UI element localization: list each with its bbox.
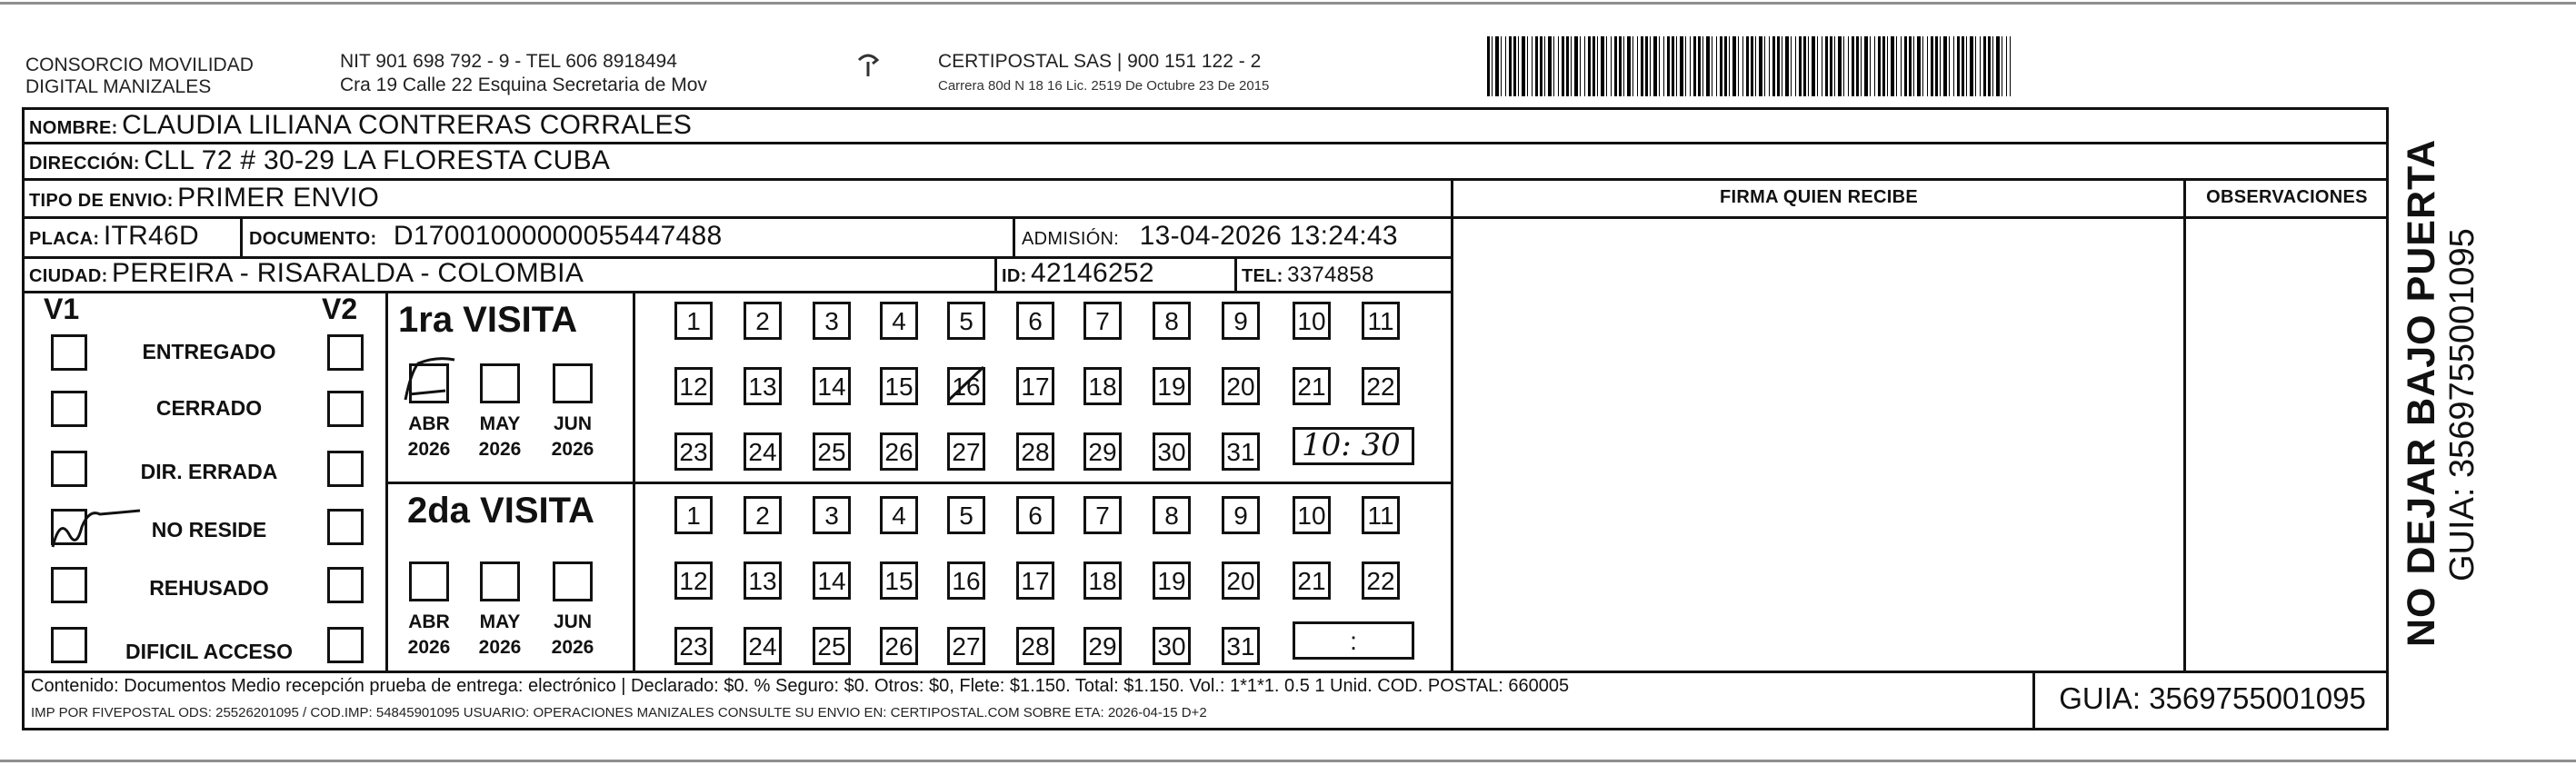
visit2-day-22[interactable]: 22 (1362, 561, 1400, 600)
visit1-day-12[interactable]: 12 (674, 367, 713, 405)
visit2-day-2[interactable]: 2 (744, 496, 782, 534)
visit2-day-10[interactable]: 10 (1293, 496, 1331, 534)
visit1-day-15[interactable]: 15 (880, 367, 918, 405)
visit1-day-7[interactable]: 7 (1083, 302, 1122, 340)
tel-cell (1242, 260, 1374, 291)
visit1-day-9[interactable]: 9 (1222, 302, 1260, 340)
ciudad-value: PEREIRA - RISARALDA - COLOMBIA (112, 258, 584, 288)
visit2-day-26[interactable]: 26 (880, 627, 918, 665)
direccion-value: CLL 72 # 30-29 LA FLORESTA CUBA (144, 145, 611, 175)
company-address: Cra 19 Calle 22 Esquina Secretaria de Mov (340, 75, 707, 95)
visit2-day-31[interactable]: 31 (1222, 627, 1260, 665)
visit2-day-29[interactable]: 29 (1083, 627, 1122, 665)
placa-value: ITR46D (103, 221, 199, 251)
status-label-entregado: ENTREGADO (142, 340, 276, 363)
visit2-day-3[interactable]: 3 (813, 496, 851, 534)
visit1-month-may: MAY (479, 413, 521, 434)
v1-checkbox-dificil-acceso[interactable] (51, 627, 87, 663)
visit1-day-14[interactable]: 14 (813, 367, 851, 405)
visit1-year-jun: 2026 (551, 439, 594, 460)
visit1-day-28[interactable]: 28 (1016, 432, 1054, 471)
visit2-day-20[interactable]: 20 (1222, 561, 1260, 600)
tel-value: 3374858 (1287, 263, 1374, 287)
visit2-day-23[interactable]: 23 (674, 627, 713, 665)
direccion-label: DIRECCIÓN: (29, 154, 140, 174)
footer-guia-box: GUIA: 3569755001095 (2059, 681, 2366, 715)
visit1-month-abr: ABR (408, 413, 450, 434)
visit1-day-11[interactable]: 11 (1362, 302, 1400, 340)
visit2-year-may: 2026 (478, 637, 522, 658)
visit2-day-4[interactable]: 4 (880, 496, 918, 534)
v2-label: V2 (322, 293, 358, 325)
carrier-logo-icon (854, 51, 882, 87)
visit2-day-11[interactable]: 11 (1362, 496, 1400, 534)
company-name-line1: CONSORCIO MOVILIDAD (25, 55, 254, 75)
visit1-day-25[interactable]: 25 (813, 432, 851, 471)
visit1-year-abr: 2026 (407, 439, 451, 460)
handwritten-check-no-reside (45, 500, 145, 554)
visit2-day-7[interactable]: 7 (1083, 496, 1122, 534)
documento-value: D17001000000055447488 (393, 221, 723, 251)
visit2-month-jun-checkbox[interactable] (553, 561, 593, 601)
v1-checkbox-dir-errada[interactable] (51, 451, 87, 487)
visit1-month-jun: JUN (553, 413, 592, 434)
carrier-name: CERTIPOSTAL SAS | 900 151 122 - 2 (938, 51, 1262, 72)
admision-label: ADMISIÓN: (1022, 229, 1120, 249)
visit1-day-2[interactable]: 2 (744, 302, 782, 340)
company-nit: NIT 901 698 792 - 9 - TEL 606 8918494 (340, 51, 677, 72)
tipo-envio-value: PRIMER ENVIO (177, 183, 380, 213)
observaciones-label: OBSERVACIONES (2206, 187, 2368, 207)
visit1-month-jun-checkbox[interactable] (553, 363, 593, 403)
footer-imp: IMP POR FIVEPOSTAL ODS: 25526201095 / COD.IMP: 54845901095 USUARIO: OPERACIONES MANIZALES CONSULTE SU ENVIO EN: CERTIPOSTAL.COM SOBRE ETA: 2026-04-15 D+2 (31, 705, 1207, 720)
visit1-year-may: 2026 (478, 439, 522, 460)
tipo-envio-label: TIPO DE ENVIO: (29, 191, 174, 211)
handwritten-mark-abr (400, 354, 464, 409)
visit1-day-29[interactable]: 29 (1083, 432, 1122, 471)
v2-checkbox-cerrado[interactable] (327, 391, 364, 427)
admision-cell (1022, 221, 1398, 252)
v2-checkbox-entregado[interactable] (327, 334, 364, 371)
admision-value: 13-04-2026 13:24:43 (1139, 221, 1398, 251)
top-edge (0, 2, 2576, 5)
handwritten-mark-day-16 (942, 360, 993, 411)
visit2-month-may: MAY (479, 611, 521, 632)
visit2-title: 2da VISITA (407, 491, 594, 531)
nombre-row (29, 110, 692, 141)
visit2-month-abr-checkbox[interactable] (409, 561, 449, 601)
id-value: 42146252 (1031, 258, 1154, 288)
ciudad-cell (29, 258, 584, 289)
visit2-day-28[interactable]: 28 (1016, 627, 1054, 665)
firma-label: FIRMA QUIEN RECIBE (1720, 187, 1918, 207)
tipo-envio-row (29, 183, 379, 214)
visit2-day-24[interactable]: 24 (744, 627, 782, 665)
visit1-day-19[interactable]: 19 (1153, 367, 1191, 405)
visit2-day-12[interactable]: 12 (674, 561, 713, 600)
visit1-day-21[interactable]: 21 (1293, 367, 1331, 405)
visit1-day-27[interactable]: 27 (947, 432, 985, 471)
visit2-day-25[interactable]: 25 (813, 627, 851, 665)
placa-cell (29, 221, 199, 252)
visit1-day-1[interactable]: 1 (674, 302, 713, 340)
company-name-line2: DIGITAL MANIZALES (25, 76, 212, 97)
visit1-day-20[interactable]: 20 (1222, 367, 1260, 405)
status-label-no-reside: NO RESIDE (151, 518, 267, 541)
visit2-day-1[interactable]: 1 (674, 496, 713, 534)
v1-checkbox-cerrado[interactable] (51, 391, 87, 427)
placa-label: PLACA: (29, 229, 100, 249)
visit2-day-21[interactable]: 21 (1293, 561, 1331, 600)
visit2-month-may-checkbox[interactable] (480, 561, 520, 601)
visit2-day-13[interactable]: 13 (744, 561, 782, 600)
visit1-day-8[interactable]: 8 (1153, 302, 1191, 340)
visit2-day-15[interactable]: 15 (880, 561, 918, 600)
v1-checkbox-entregado[interactable] (51, 334, 87, 371)
visit1-day-6[interactable]: 6 (1016, 302, 1054, 340)
visit2-day-8[interactable]: 8 (1153, 496, 1191, 534)
v2-checkbox-dificil-acceso[interactable] (327, 627, 364, 663)
v2-checkbox-dir-errada[interactable] (327, 451, 364, 487)
visit2-day-18[interactable]: 18 (1083, 561, 1122, 600)
visit2-year-abr: 2026 (407, 637, 451, 658)
documento-label: DOCUMENTO: (249, 229, 377, 249)
v2-checkbox-rehusado[interactable] (327, 567, 364, 603)
visit2-day-17[interactable]: 17 (1016, 561, 1054, 600)
direccion-row (29, 145, 610, 176)
side-guia: GUIA: 3569755001095 (2443, 228, 2481, 581)
visit2-day-19[interactable]: 19 (1153, 561, 1191, 600)
v1-checkbox-rehusado[interactable] (51, 567, 87, 603)
tel-label: TEL: (1242, 266, 1283, 286)
v1-label: V1 (44, 293, 80, 325)
visit1-day-17[interactable]: 17 (1016, 367, 1054, 405)
visit1-day-26[interactable]: 26 (880, 432, 918, 471)
status-label-cerrado: CERRADO (155, 396, 263, 420)
visit1-day-4[interactable]: 4 (880, 302, 918, 340)
visit1-day-23[interactable]: 23 (674, 432, 713, 471)
visit2-month-jun: JUN (553, 611, 592, 632)
nombre-label: NOMBRE: (29, 118, 118, 138)
visit2-day-6[interactable]: 6 (1016, 496, 1054, 534)
visit1-day-13[interactable]: 13 (744, 367, 782, 405)
visit2-day-9[interactable]: 9 (1222, 496, 1260, 534)
id-cell (1002, 258, 1154, 289)
visit2-day-30[interactable]: 30 (1153, 627, 1191, 665)
visit2-year-jun: 2026 (551, 637, 594, 658)
status-label-dificil-acceso: DIFICIL ACCESO (125, 640, 293, 663)
visit2-day-5[interactable]: 5 (947, 496, 985, 534)
visit1-month-may-checkbox[interactable] (480, 363, 520, 403)
visit2-time-box[interactable]: : (1293, 621, 1414, 660)
visit1-day-10[interactable]: 10 (1293, 302, 1331, 340)
id-label: ID: (1002, 266, 1027, 286)
visit1-title: 1ra VISITA (398, 300, 578, 340)
visit2-day-16[interactable]: 16 (947, 561, 985, 600)
visit1-day-22[interactable]: 22 (1362, 367, 1400, 405)
visit1-day-30[interactable]: 30 (1153, 432, 1191, 471)
barcode (1487, 36, 2011, 96)
v2-checkbox-no-reside[interactable] (327, 509, 364, 545)
visit1-day-24[interactable]: 24 (744, 432, 782, 471)
visit1-day-18[interactable]: 18 (1083, 367, 1122, 405)
footer-contenido: Contenido: Documentos Medio recepción prueba de entrega: electrónico | Declarado: $0. % Seguro: $0. Otros: $0, Flete: $1.150. Total: $1.150. Vol.: 1*1*1. 0.5 1 Unid. COD. POSTAL: 660005 (31, 676, 1570, 696)
visit2-month-abr: ABR (408, 611, 450, 632)
visit1-day-16[interactable]: 16 (947, 367, 985, 405)
bottom-edge (0, 760, 2576, 762)
visit1-day-31[interactable]: 31 (1222, 432, 1260, 471)
visit2-day-14[interactable]: 14 (813, 561, 851, 600)
status-label-rehusado: REHUSADO (149, 576, 269, 600)
visit1-day-3[interactable]: 3 (813, 302, 851, 340)
visit1-day-5[interactable]: 5 (947, 302, 985, 340)
status-label-dir-errada: DIR. ERRADA (140, 460, 278, 483)
side-warning: NO DEJAR BAJO PUERTA (2400, 138, 2443, 647)
carrier-address: Carrera 80d N 18 16 Lic. 2519 De Octubre 23 De 2015 (938, 78, 1270, 94)
ciudad-label: CIUDAD: (29, 266, 108, 286)
nombre-value: CLAUDIA LILIANA CONTRERAS CORRALES (122, 110, 693, 140)
documento-cell (249, 221, 723, 252)
visit2-day-27[interactable]: 27 (947, 627, 985, 665)
visit1-time-handwritten: 10: 30 (1302, 427, 1401, 463)
